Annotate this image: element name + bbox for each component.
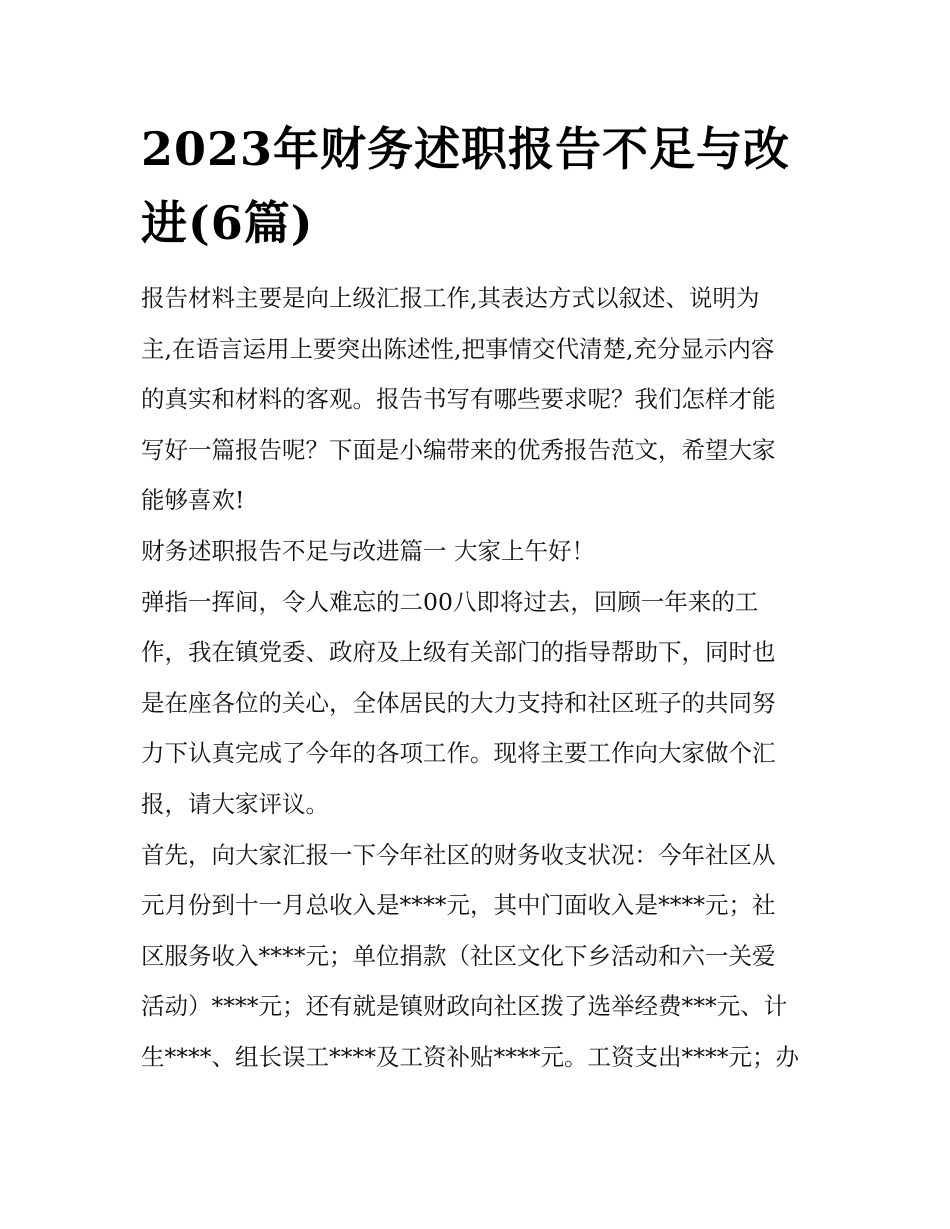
body-line: 力下认真完成了今年的各项工作。现将主要工作向大家做个汇 — [141, 739, 776, 768]
body-line: 作，我在镇党委、政府及上级有关部门的指导帮助下，同时也 — [141, 638, 776, 667]
body-line: 弹指一挥间，令人难忘的二00八即将过去，回顾一年来的工 — [141, 587, 759, 616]
body-line: 元月份到十一月总收入是****元，其中门面收入是****元；社 — [141, 891, 776, 920]
document-title — [141, 112, 813, 260]
body-line: 是在座各位的关心，全体居民的大力支持和社区班子的共同努 — [141, 688, 776, 717]
title-line: 进(6篇) — [141, 196, 314, 250]
body-line: 财务述职报告不足与改进篇一 大家上午好！ — [141, 536, 595, 565]
body-line: 主,在语言运用上要突出陈述性,把事情交代清楚,充分显示内容 — [141, 334, 775, 363]
body-line: 报告材料主要是向上级汇报工作,其表达方式以叙述、说明为 — [141, 284, 760, 312]
title-line: 2023年财务述职报告不足与改 — [141, 122, 791, 176]
body-line: 区服务收入****元；单位捐款（社区文化下乡活动和六一关爱 — [141, 941, 776, 970]
body-line: 写好一篇报告呢？下面是小编带来的优秀报告范文，希望大家 — [141, 435, 776, 464]
body-line: 生****、组长误工****及工资补贴****元。工资支出****元；办 — [141, 1042, 799, 1071]
body-line: 首先，向大家汇报一下今年社区的财务收支状况：今年社区从 — [141, 840, 776, 869]
document-content — [141, 112, 813, 1083]
body-line: 活动）****元；还有就是镇财政向社区拨了选举经费***元、计 — [141, 992, 788, 1021]
body-line: 的真实和材料的客观。报告书写有哪些要求呢？我们怎样才能 — [141, 385, 776, 414]
body-line: 报，请大家评议。 — [141, 789, 329, 818]
body-line: 能够喜欢! — [141, 486, 245, 515]
document-body — [141, 273, 813, 1083]
